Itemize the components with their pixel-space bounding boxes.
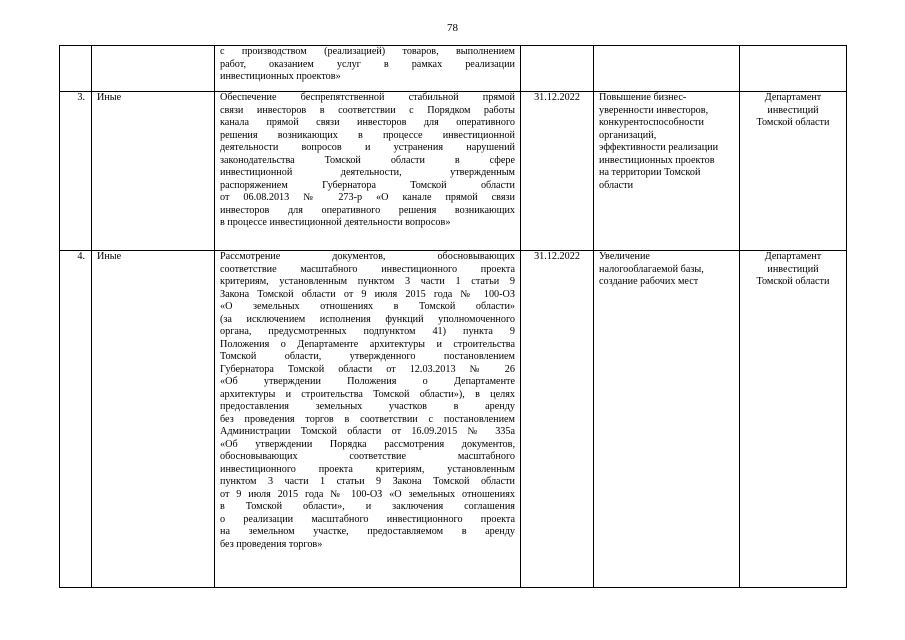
text-line: деятельности вопросов и устранения нарушений: [220, 142, 515, 153]
text-line: Закона Томской области от 9 июля 2015 года № 100-ОЗ: [220, 288, 515, 300]
text-line: Администрации Томской области от 16.09.2015 № 335а: [220, 426, 515, 437]
text-line: о реализации масштабного инвестиционного проекта: [220, 513, 515, 525]
table-body: [60, 46, 847, 588]
row-responsible: [740, 46, 847, 92]
text-line: Департамент: [764, 92, 822, 103]
table-row: [60, 251, 847, 588]
text-line: от 9 июля 2015 года № 100-ОЗ «О земельных отношениях: [220, 488, 515, 500]
row-result: [594, 92, 740, 251]
text-line: уверенности инвесторов,: [599, 104, 709, 116]
text-line: органа, предусмотренных подпунктом 41) пункта 9: [220, 326, 515, 337]
text-line: решения возникающих в процессе инвестиционной: [220, 129, 515, 141]
text-line: инвесторов для оперативного решения возникающих: [220, 204, 515, 216]
text-line: Увеличение: [599, 251, 650, 262]
text-line: «Об утверждении Положения о Департаменте: [220, 376, 515, 387]
text-line: канала прямой связи инвесторов для оперативного: [220, 117, 515, 128]
text-line: Повышение бизнес-: [599, 92, 687, 103]
text-line: на земельном участке, предоставляемом в аренду: [220, 526, 515, 537]
row-number: 3.: [60, 92, 92, 251]
row-responsible: [740, 92, 847, 251]
text-line: на территории Томской: [599, 167, 701, 178]
text-line: соответствие масштабного инвестиционного проекта: [220, 263, 515, 275]
text-line: налогооблагаемой базы,: [599, 263, 704, 275]
text-line: Томской области, утвержденного постановлением: [220, 351, 515, 362]
text-line: инвестиционных проектов: [599, 154, 715, 166]
row-description: [215, 92, 521, 251]
row-type: Иные: [92, 92, 215, 251]
row-type: [92, 46, 215, 92]
text-line: инвестиций: [767, 263, 819, 275]
row-deadline: 31.12.2022: [521, 92, 594, 251]
row-result: [594, 251, 740, 588]
text-line: критериям, установленным пунктом 3 части 1 статьи 9: [220, 276, 515, 287]
text-line: законодательства Томской области в сфере: [220, 154, 515, 166]
text-line: инвестиций: [767, 104, 819, 116]
text-line: Обеспечение беспрепятственной стабильной прямой: [220, 92, 515, 103]
text-line: создание рабочих мест: [599, 276, 699, 287]
text-line: области: [599, 179, 634, 191]
text-line: в процессе инвестиционной деятельности вопросов»: [220, 217, 451, 228]
text-line: связи инвесторов в соответствии с Порядком работы: [220, 104, 515, 116]
text-line: Рассмотрение документов, обосновывающих: [220, 251, 515, 262]
text-line: инвестиционной деятельности, утвержденным: [220, 167, 515, 178]
text-line: инвестиционного проекта критериям, установленным: [220, 463, 515, 475]
text-line: распоряжением Губернатора Томской области: [220, 179, 515, 191]
table-row: [60, 92, 847, 251]
text-line: Томской области: [756, 276, 830, 287]
row-number: [60, 46, 92, 92]
text-line: обосновывающих соответствие масштабного: [220, 451, 515, 462]
text-line: Положения о Департаменте архитектуры и строительства: [220, 338, 515, 350]
text-line: организаций,: [599, 129, 657, 141]
row-description: [215, 251, 521, 588]
row-type: Иные: [92, 251, 215, 588]
text-line: Томской области: [756, 117, 830, 128]
row-number: 4.: [60, 251, 92, 588]
text-line: без проведения торгов»: [220, 538, 323, 550]
measures-table: [59, 45, 847, 588]
text-line: пунктом 3 части 1 статьи 9 Закона Томской области: [220, 476, 515, 487]
table-row: [60, 46, 847, 92]
text-line: «Об утверждении Порядка рассмотрения документов,: [220, 438, 515, 450]
text-line: Губернатора Томской области от 12.03.2013 № 26: [220, 363, 515, 375]
text-line: инвестиционных проектов»: [220, 71, 341, 82]
row-result: [594, 46, 740, 92]
text-line: (за исключением исполнения функций уполномоченного: [220, 313, 515, 325]
text-line: «О земельных отношениях в Томской области»: [220, 301, 515, 312]
page-number: 78: [447, 22, 458, 34]
text-line: архитектуры и строительства Томской области»), в целях: [220, 388, 515, 400]
text-line: в Томской области», и заключения соглашения: [220, 501, 515, 512]
text-line: эффективности реализации: [599, 142, 719, 153]
text-line: конкурентоспособности: [599, 117, 704, 128]
text-line: Департамент: [764, 251, 822, 262]
text-line: с производством (реализацией) товаров, выполнением: [220, 46, 515, 57]
text-line: предоставления земельных участков в аренду: [220, 401, 515, 412]
row-deadline: 31.12.2022: [521, 251, 594, 588]
text-line: работ, оказанием услуг в рамках реализации: [220, 58, 515, 70]
row-responsible: [740, 251, 847, 588]
text-line: без проведения торгов в соответствии с постановлением: [220, 413, 515, 425]
row-deadline: [521, 46, 594, 92]
row-description: [215, 46, 521, 92]
text-line: от 06.08.2013 № 273-р «О канале прямой связи: [220, 192, 515, 203]
